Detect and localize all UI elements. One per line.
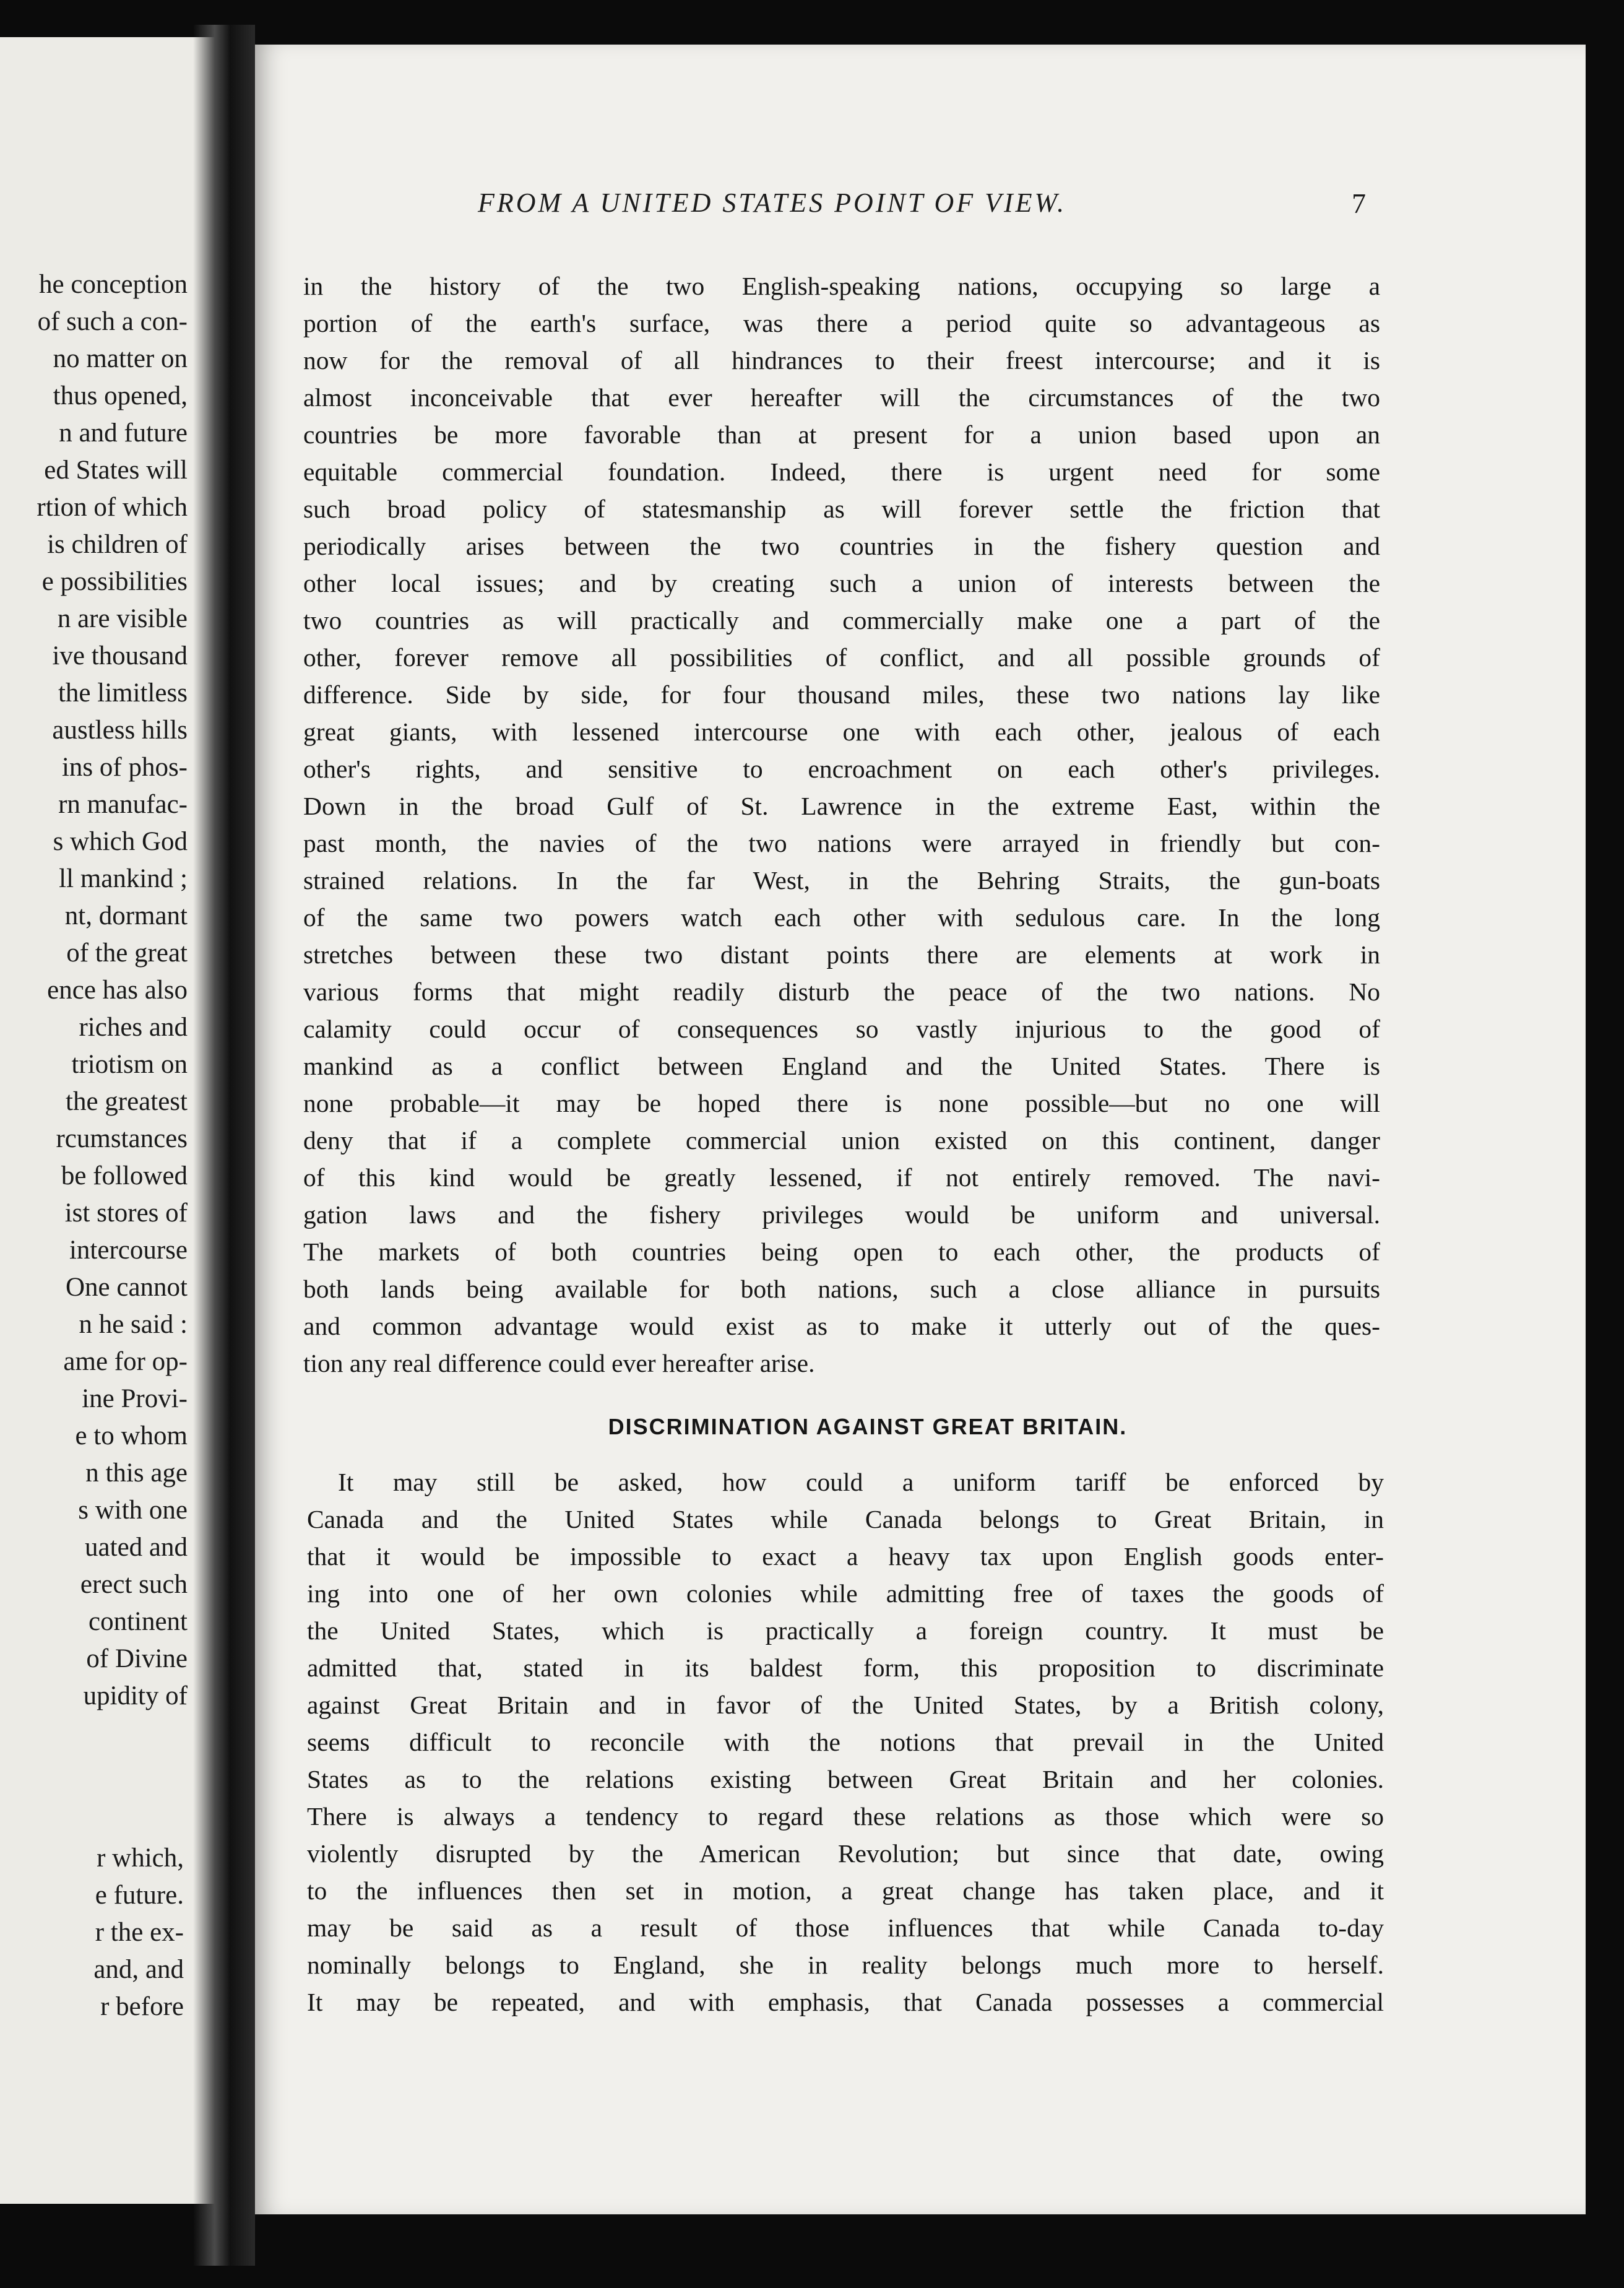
left-line: intercourse xyxy=(69,1236,188,1265)
text-line: Down in the broad Gulf of St. Lawrence in the extreme East, within the xyxy=(303,792,1380,820)
left-line: of Divine xyxy=(86,1644,188,1673)
text-line: almost inconceivable that ever hereafter will the circumstances of the two xyxy=(303,383,1380,412)
text-line: other local issues; and by creating such a union of interests between the xyxy=(303,569,1380,597)
text-line: great giants, with lessened intercourse one with each other, jealous of each xyxy=(303,717,1380,746)
text-line: States as to the relations existing between Great Britain and her colonies. xyxy=(307,1765,1384,1793)
text-line: strained relations. In the far West, in the Behring Straits, the gun-boats xyxy=(303,866,1380,895)
text-line: mankind as a conflict between England and the United States. There is xyxy=(303,1052,1380,1080)
text-line: periodically arises between the two countries in the fishery question and xyxy=(303,532,1380,560)
text-line: may be said as a result of those influences that while Canada to-day xyxy=(307,1913,1384,1942)
text-line: It may be repeated, and with emphasis, that Canada possesses a commercial xyxy=(307,1988,1384,2016)
left-line: r before xyxy=(100,1992,184,2021)
left-line: e possibilities xyxy=(41,567,188,596)
left-line: rn manufac- xyxy=(58,790,188,819)
left-line: rtion of which xyxy=(37,493,188,522)
left-line: and, and xyxy=(93,1955,184,1984)
text-line: portion of the earth's surface, was there a period quite so advantageous as xyxy=(303,309,1380,337)
left-line: n he said : xyxy=(79,1310,188,1339)
text-line: that it would be impossible to exact a heavy tax upon English goods enter- xyxy=(307,1542,1384,1571)
text-line: nominally belongs to England, she in reality belongs much more to herself. xyxy=(307,1951,1384,1979)
text-line: now for the removal of all hindrances to their freest intercourse; and it is xyxy=(303,346,1380,375)
left-line: n and future xyxy=(59,418,188,448)
left-line: continent xyxy=(88,1607,188,1636)
left-line: ist stores of xyxy=(64,1198,188,1228)
left-line: erect such xyxy=(80,1570,188,1599)
text-line: tion any real difference could ever hereafter arise. xyxy=(303,1349,815,1377)
text-line: countries be more favorable than at present for a union based upon an xyxy=(303,420,1380,449)
left-line: rcumstances xyxy=(56,1124,188,1153)
text-line: none probable—it may be hoped there is none possible—but no one will xyxy=(303,1089,1380,1117)
text-line: seems difficult to reconcile with the notions that prevail in the United xyxy=(307,1728,1384,1756)
text-line: The markets of both countries being open to each other, the products of xyxy=(303,1237,1380,1266)
paragraph-continued xyxy=(303,267,1380,1382)
left-line: thus opened, xyxy=(53,381,188,410)
paragraph-discrimination xyxy=(307,1463,1384,2021)
text-line: the United States, which is practically a foreign country. It must be xyxy=(307,1616,1384,1645)
left-line: e future. xyxy=(95,1881,184,1910)
left-line: ence has also xyxy=(47,976,188,1005)
left-line: s which God xyxy=(53,827,188,856)
text-line: There is always a tendency to regard these relations as those which were so xyxy=(307,1802,1384,1831)
left-fragments-lower xyxy=(93,1840,184,2026)
left-line: is children of xyxy=(47,530,188,559)
text-line: past month, the navies of the two nations were arrayed in friendly but con- xyxy=(303,829,1380,857)
text-line: admitted that, stated in its baldest form, this proposition to discriminate xyxy=(307,1653,1384,1682)
text-line: ing into one of her own colonies while admitting free of taxes the goods of xyxy=(307,1579,1384,1608)
text-line: other, forever remove all possibilities of conflict, and all possible grounds of xyxy=(303,643,1380,672)
left-fragments-upper xyxy=(37,266,188,1715)
left-line: e to whom xyxy=(75,1421,188,1450)
text-line: in the history of the two English-speaking nations, occupying so large a xyxy=(303,272,1380,300)
text-line: against Great Britain and in favor of the United States, by a British colony, xyxy=(307,1691,1384,1719)
left-line: no matter on xyxy=(53,344,188,373)
left-line: r which, xyxy=(97,1844,184,1873)
book-gutter xyxy=(193,25,255,2266)
running-head: FROM A UNITED STATES POINT OF VIEW. xyxy=(478,188,1067,218)
left-line: ive thousand xyxy=(52,641,188,670)
text-line: various forms that might readily disturb the peace of the two nations. No xyxy=(303,977,1380,1006)
text-line: violently disrupted by the American Revolution; but since that date, owing xyxy=(307,1839,1384,1868)
left-line: upidity of xyxy=(83,1681,188,1710)
text-line: to the influences then set in motion, a great change has taken place, and it xyxy=(307,1876,1384,1905)
page-number: 7 xyxy=(1352,188,1366,219)
current-page xyxy=(255,45,1586,2214)
text-line: deny that if a complete commercial union existed on this continent, danger xyxy=(303,1126,1380,1155)
left-line: riches and xyxy=(79,1013,188,1042)
left-line: nt, dormant xyxy=(64,901,188,930)
text-line: equitable commercial foundation. Indeed, there is urgent need for some xyxy=(303,457,1380,486)
text-line: of this kind would be greatly lessened, if not entirely removed. The navi- xyxy=(303,1163,1380,1192)
text-line: other's rights, and sensitive to encroachment on each other's privileges. xyxy=(303,755,1380,783)
left-line: uated and xyxy=(85,1533,188,1562)
left-line: ine Provi- xyxy=(82,1384,188,1413)
section-heading: DISCRIMINATION AGAINST GREAT BRITAIN. xyxy=(608,1414,1128,1439)
left-line: austless hills xyxy=(52,716,188,745)
left-line: of such a con- xyxy=(37,307,188,336)
left-line: One cannot xyxy=(65,1273,188,1302)
text-line: It may still be asked, how could a uniform tariff be enforced by xyxy=(338,1468,1384,1496)
left-line: the greatest xyxy=(66,1087,188,1116)
text-line: both lands being available for both nations, such a close alliance in pursuits xyxy=(303,1275,1380,1303)
left-line: n this age xyxy=(85,1458,188,1488)
text-line: stretches between these two distant points there are elements at work in xyxy=(303,940,1380,969)
text-line: such broad policy of statesmanship as will forever settle the friction that xyxy=(303,495,1380,523)
text-line: gation laws and the fishery privileges would be uniform and universal. xyxy=(303,1200,1380,1229)
left-line: s with one xyxy=(78,1496,188,1525)
left-line: ll mankind ; xyxy=(59,864,188,893)
text-line: Canada and the United States while Canada belongs to Great Britain, in xyxy=(307,1505,1384,1533)
left-line: the limitless xyxy=(58,678,188,708)
text-line: difference. Side by side, for four thousand miles, these two nations lay like xyxy=(303,680,1380,709)
left-line: ins of phos- xyxy=(61,753,188,782)
left-line: ed States will xyxy=(44,456,188,485)
left-line: triotism on xyxy=(71,1050,188,1079)
text-line: two countries as will practically and commercially make one a part of the xyxy=(303,606,1380,635)
left-line: be followed xyxy=(61,1161,188,1190)
text-line: calamity could occur of consequences so vastly injurious to the good of xyxy=(303,1015,1380,1043)
left-line: he conception xyxy=(39,270,188,299)
text-line: and common advantage would exist as to make it utterly out of the ques- xyxy=(303,1312,1380,1340)
text-line: of the same two powers watch each other with sedulous care. In the long xyxy=(303,903,1380,932)
left-line: ame for op- xyxy=(63,1347,188,1376)
left-line: of the great xyxy=(66,938,188,968)
left-line: n are visible xyxy=(57,604,188,633)
left-line: r the ex- xyxy=(95,1918,184,1947)
